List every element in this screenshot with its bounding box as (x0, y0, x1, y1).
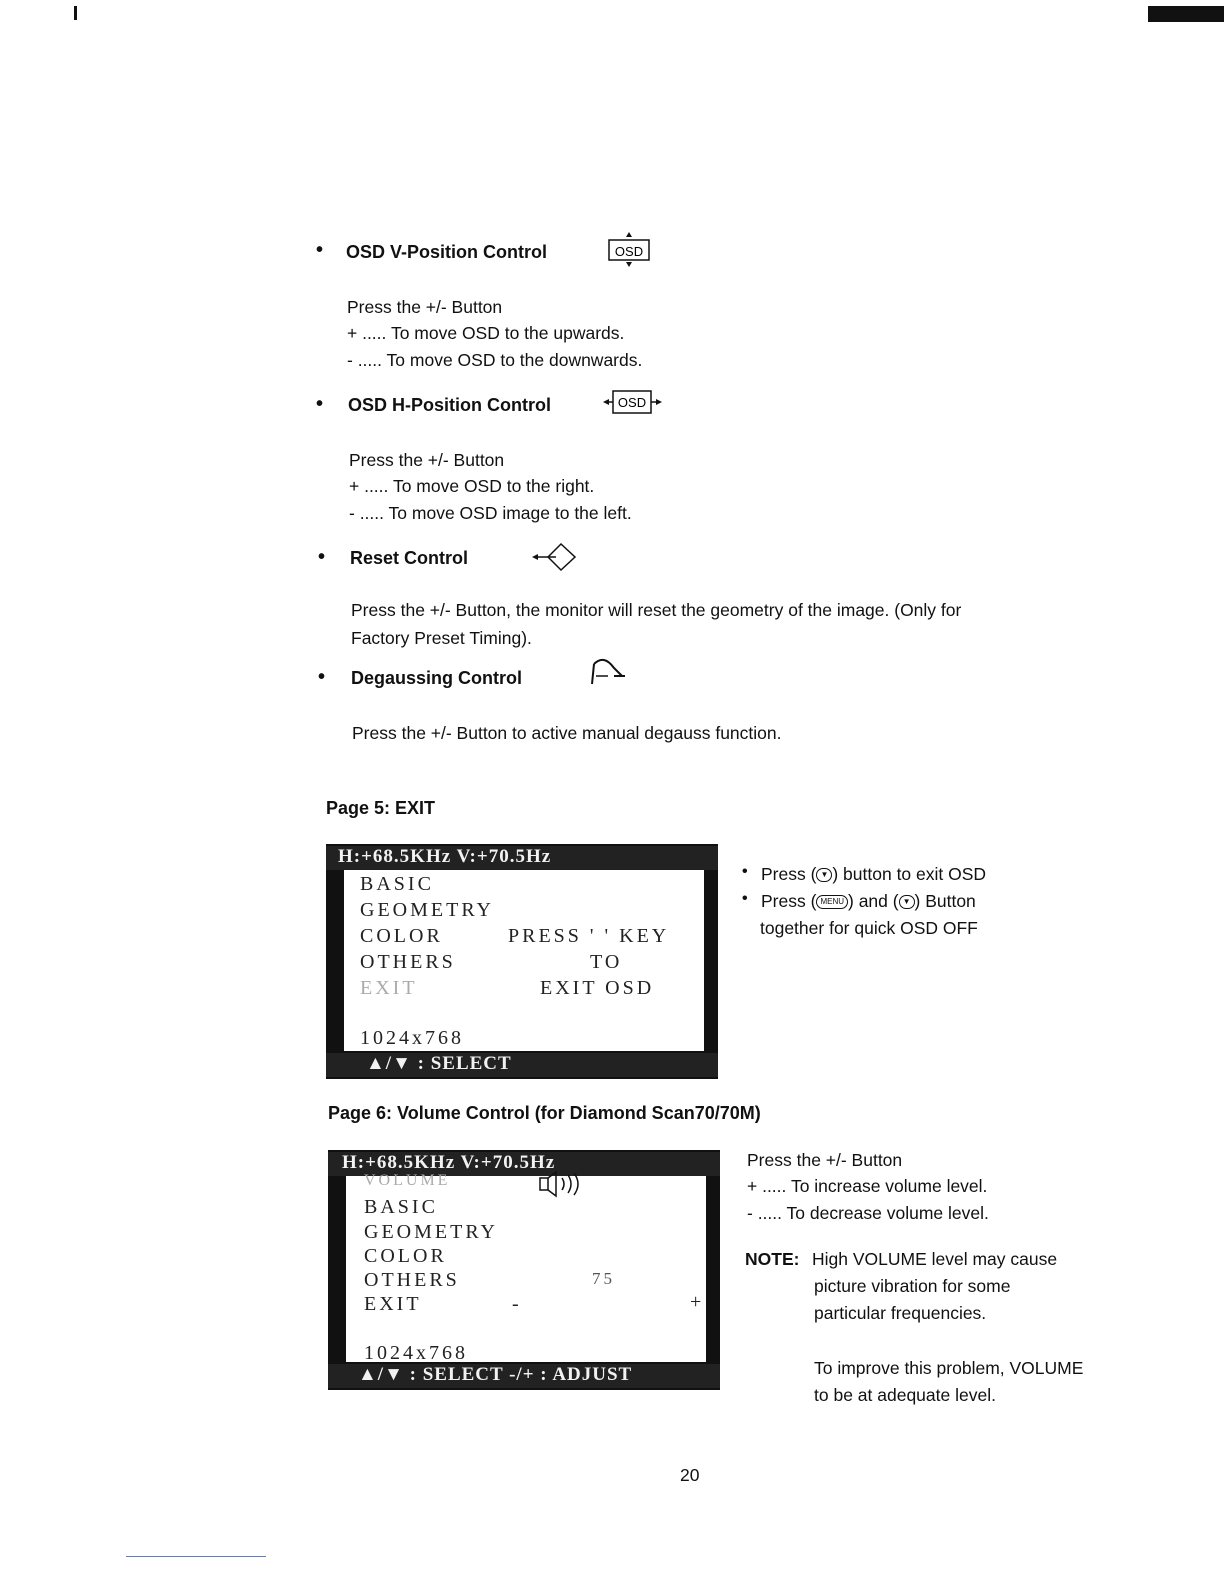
reset-icon (530, 540, 580, 574)
osd-horizontal-position-icon (603, 389, 663, 415)
scan-underline (126, 1556, 266, 1557)
text-line: + ..... To increase volume level. (747, 1176, 988, 1196)
osd-screen-volume (328, 1150, 720, 1390)
down-button-icon: ▼ (899, 895, 915, 909)
osd-menu-item: OTHERS (360, 951, 456, 973)
svg-text:OSD: OSD (617, 395, 647, 410)
osd-top-bar: H:+68.5KHz V:+70.5Hz (328, 1152, 720, 1176)
page5-note: Press ( ▼ ) button to exit OSD (761, 864, 987, 884)
text-line: - ..... To move OSD to the downwards. (347, 350, 643, 370)
osd-menu-item-selected: EXIT (360, 977, 418, 999)
osd-menu-item: EXIT (364, 1293, 422, 1315)
osd-bottom-bar: ▲/▼ : SELECT (326, 1053, 718, 1077)
section-title-v-position: OSD V-Position Control (346, 242, 547, 262)
down-button-icon: ▼ (816, 868, 832, 882)
text-line: - ..... To move OSD image to the left. (349, 503, 632, 523)
bullet: • (316, 393, 324, 415)
note-line: High VOLUME level may cause (812, 1249, 1058, 1269)
osd-menu-item: OTHERS (364, 1269, 460, 1291)
osd-menu-item: BASIC (360, 873, 434, 895)
scan-mark-right (1148, 6, 1224, 22)
text-line: Press the +/- Button (349, 450, 505, 470)
text-line: - ..... To decrease volume level. (747, 1203, 989, 1223)
osd-menu-item: GEOMETRY (364, 1221, 498, 1243)
note-line: particular frequencies. (814, 1303, 987, 1323)
text-line: Factory Preset Timing). (351, 628, 532, 648)
text-line: Press the +/- Button, the monitor will reset the geometry of the image. (Only for (351, 600, 962, 620)
text-line: Press the +/- Button (347, 297, 503, 317)
note-line: picture vibration for some (814, 1276, 1011, 1296)
note-label: NOTE: (745, 1249, 800, 1269)
page5-note: together for quick OSD OFF (760, 918, 978, 938)
page5-heading: Page 5: EXIT (326, 798, 436, 818)
text-line: + ..... To move OSD to the upwards. (347, 323, 625, 343)
speaker-icon (538, 1170, 594, 1198)
osd-menu-item: GEOMETRY (360, 899, 494, 921)
page5-note: Press ( MENU ) and ( ▼ ) Button (761, 891, 976, 911)
osd-resolution: 1024x768 (364, 1342, 468, 1364)
page-number: 20 (680, 1465, 700, 1485)
bullet: • (318, 546, 326, 568)
osd-top-bar: H:+68.5KHz V:+70.5Hz (326, 846, 718, 870)
osd-menu-item: COLOR (360, 925, 443, 947)
osd-menu-area (344, 870, 704, 1051)
osd-bottom-bar: ▲/▼ : SELECT -/+ : ADJUST (328, 1364, 720, 1388)
volume-value: 75 (592, 1269, 615, 1288)
degauss-icon (588, 656, 626, 686)
section-title-h-position: OSD H-Position Control (348, 395, 551, 415)
menu-button-icon: MENU (816, 895, 848, 909)
text-line: + ..... To move OSD to the right. (349, 476, 595, 496)
scan-mark-left (74, 6, 77, 20)
osd-message: EXIT OSD (540, 977, 655, 999)
osd-menu-item-selected: VOLUME (364, 1172, 451, 1189)
section-title-reset: Reset Control (350, 548, 469, 568)
bullet: • (742, 863, 748, 880)
note-line: To improve this problem, VOLUME (814, 1358, 1084, 1378)
osd-menu-item: COLOR (364, 1245, 447, 1267)
volume-minus: - (512, 1293, 522, 1315)
osd-resolution: 1024x768 (360, 1027, 464, 1049)
section-title-degaussing: Degaussing Control (351, 668, 523, 688)
volume-plus: + (690, 1291, 705, 1313)
text-line: Press the +/- Button to active manual degauss function. (352, 723, 782, 743)
bullet: • (742, 890, 748, 907)
page6-heading: Page 6: Volume Control (for Diamond Scan70/70M) (328, 1103, 761, 1123)
osd-menu-area (346, 1172, 706, 1364)
bullet: • (316, 239, 324, 261)
note-line: to be at adequate level. (814, 1385, 996, 1405)
bullet: • (318, 666, 326, 688)
osd-screen-exit (326, 844, 718, 1079)
osd-vertical-position-icon (607, 232, 651, 268)
osd-menu-item: BASIC (364, 1196, 438, 1218)
svg-text:OSD: OSD (614, 244, 644, 259)
text-line: Press the +/- Button (747, 1150, 903, 1170)
osd-message: TO (590, 951, 623, 973)
osd-message: PRESS ' ' KEY (508, 925, 670, 947)
